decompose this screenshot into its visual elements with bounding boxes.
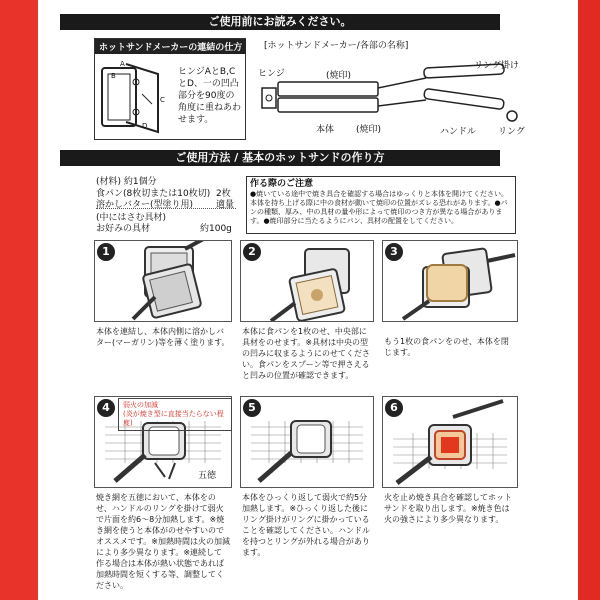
step-4-note2: (炎が焼き型に直接当たらない程度) <box>123 410 224 427</box>
parts-hinge: ヒンジ <box>258 69 285 79</box>
ingredient-filling: お好みの具材 <box>96 224 151 234</box>
connect-text-3: 部分を90度の <box>178 91 235 101</box>
step-5-text: 本体をひっくり返して弱火で約5分加熱します。※ひっくり返した後にリング掛けがリングに掛かっていることを確認してください。ハンドルを持つとリングが外れる場合があります。 <box>242 493 370 557</box>
filling-head: (中にはさむ具材) <box>96 213 167 223</box>
step-2-number: 2 <box>243 243 261 261</box>
connect-text-4: 角度に重ねあわ <box>178 103 242 113</box>
parts-body: 本体 <box>316 125 335 135</box>
caution-title: 作る際のご注意 <box>250 179 314 189</box>
step-4-gotoku-label: 五徳 <box>198 471 217 481</box>
ingredient-butter: 溶かしバター(型塗り用) <box>96 200 194 210</box>
connect-label-c: C <box>160 96 165 104</box>
parts-ring: リング <box>498 127 525 137</box>
ingredients-divider <box>96 208 236 209</box>
parts-heading: [ホットサンドメーカー/各部の名称] <box>264 41 409 51</box>
step-5-number: 5 <box>243 399 261 417</box>
ingredient-butter-qty: 適量 <box>216 200 235 210</box>
step-4-text: 焼き網を五徳において、本体をのせ、ハンドルのリングを掛けて弱火で片面を約6〜8分加熱します。※焼き網を使うと本体がのせやすいのでオススメです。※加熱時間は火の加減により多少異なります。※連続して作る場合は本体が熱い状態であれば加熱時間を短くする等、調整してください。 <box>96 493 230 590</box>
page-title: ご使用前にお読みください。 <box>60 14 500 30</box>
connect-label-d: D <box>142 122 148 130</box>
usage-title: ご使用方法 / 基本のホットサンドの作り方 <box>60 150 500 166</box>
ingredient-filling-qty: 約100g <box>200 224 232 234</box>
caution-text: ●焼いている途中で焼き具合を確認する場合はゆっくりと本体を開けてください。本体を持ち上げる際に中の食材が動いて焼印の位置がズレる恐れがあります。●パンの種類、厚み、中の具材の量や形によって焼印のつき方が異なる場合があります。●焼印部分に当たるようにパン、具材の配置をしてください。 <box>250 190 509 225</box>
step-4-heat-note <box>118 398 232 431</box>
parts-ring-hook: リング掛け <box>474 61 519 71</box>
connect-label-b: B <box>111 72 116 80</box>
step-1-text: 本体を連結し、本体内側に溶かしバター(マーガリン)等を薄く塗ります。 <box>96 327 230 347</box>
step-4-note1: 弱火の加減 <box>123 401 158 409</box>
step-6-text: 火を止め焼き具合を確認してホットサンドを取り出します。※焼き色は火の強さにより多少異なります。 <box>384 493 512 524</box>
connect-text-5: せます。 <box>178 115 214 125</box>
red-border <box>578 0 600 600</box>
parts-handle: ハンドル <box>440 127 477 137</box>
step-1-number: 1 <box>97 243 115 261</box>
step-3-number: 3 <box>385 243 403 261</box>
ingredients-head: (材料) 約1個分 <box>96 177 157 187</box>
step-6-number: 6 <box>385 399 403 417</box>
step-2-text: 本体に食パンを1枚のせ、中央部に具材をのせます。※具材は中央の型の凹みに収まるようにのせてください。食パンをスプーン等で押さえると凹みの位置が確認できます。 <box>242 327 370 380</box>
connect-text-1: ヒンジAとB,C <box>178 67 236 77</box>
parts-mark2: (焼印) <box>356 125 382 135</box>
connect-heading: ホットサンドメーカーの連結の仕方 <box>95 39 246 54</box>
connect-label-a: A <box>120 60 125 68</box>
step-3-text: もう1枚の食パンをのせ、本体を閉じます。 <box>384 337 509 357</box>
ingredient-bread: 食パン(8枚切または10枚切) <box>96 189 211 199</box>
connect-text-2: とD、一の凹凸 <box>178 79 239 89</box>
ingredient-bread-qty: 2枚 <box>216 189 231 199</box>
parts-mark1: (焼印) <box>326 71 352 81</box>
connect-diagram <box>96 54 168 136</box>
step-4-number: 4 <box>97 399 115 417</box>
